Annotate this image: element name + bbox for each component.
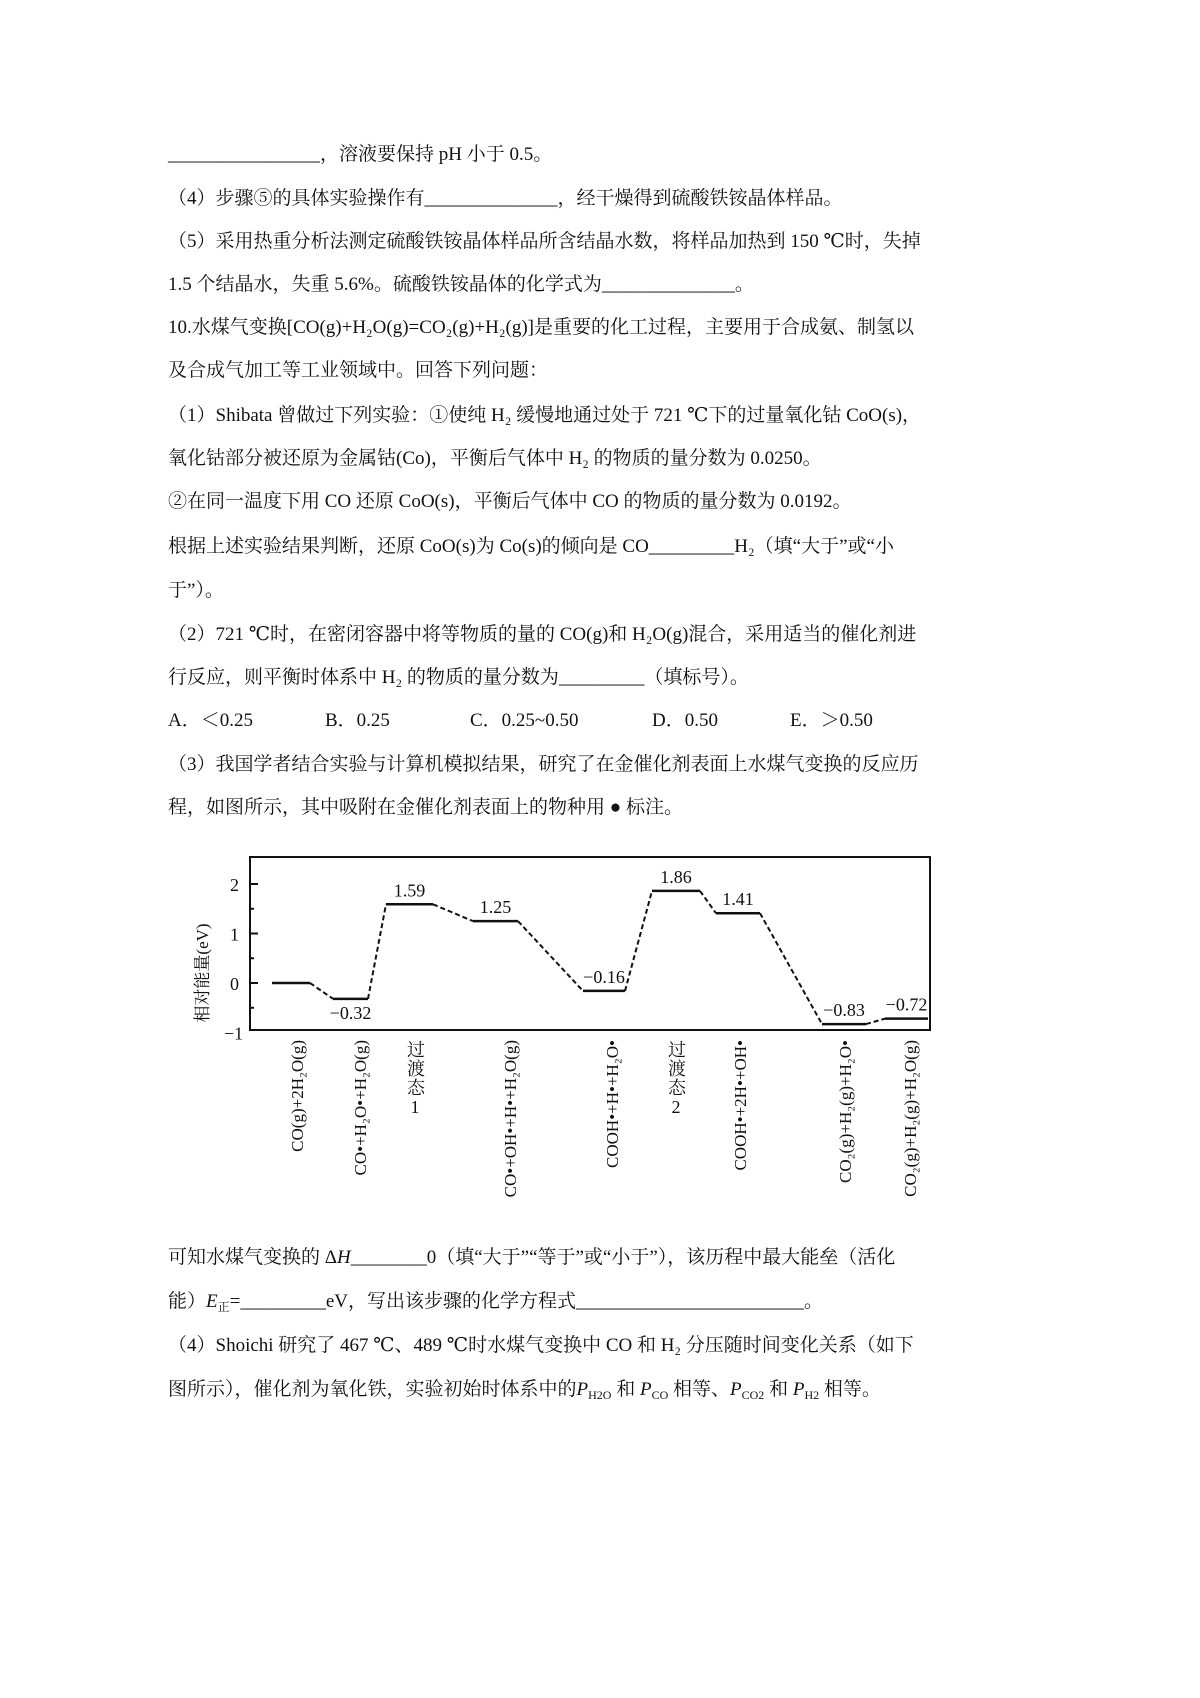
text-line: （3）我国学者结合实验与计算机模拟结果，研究了在金催化剂表面上水煤气变换的反应历 — [168, 754, 919, 775]
text-segment: CO — [651, 1388, 669, 1402]
option-a: A．＜0.25 — [168, 710, 253, 731]
text-line: 氧化钴部分被还原为金属钴(Co)，平衡后气体中 H₂ 的物质的量分数为 0.0250。 — [168, 448, 822, 469]
state-label: COOH•+2H•+OH• — [731, 1040, 750, 1171]
energy-profile-chart — [0, 840, 1200, 1230]
value-label: −0.72 — [885, 994, 928, 1015]
text-segment: =_________eV，写出该步骤的化学方程式________________________。 — [229, 1291, 824, 1312]
text-segment: 和 — [764, 1379, 793, 1400]
text-segment: P — [730, 1379, 742, 1400]
text-line: 1.5 个结晶水，失重 5.6%。硫酸铁铵晶体的化学式为______________。 — [168, 274, 754, 295]
text-segment: H — [336, 1247, 351, 1268]
text-line: 及合成气加工等工业领域中。回答下列问题： — [168, 360, 549, 381]
state-label-transition-2: 过渡态2 — [666, 1040, 686, 1118]
text-line — [168, 1378, 881, 1402]
text-segment: ________0（填“大于”“等于”或“小于”），该历程中最大能垒（活化 — [350, 1247, 896, 1268]
connector-line — [866, 1019, 885, 1024]
text-segment: 和 — [611, 1379, 640, 1400]
text-line — [168, 1246, 895, 1270]
state-label: CO•+H₂O•+H₂O(g) — [351, 1040, 370, 1176]
y-tick-label: 2 — [230, 875, 239, 895]
text-line: （2）721 ℃时，在密闭容器中将等物质的量的 CO(g)和 H₂O(g)混合，采用适当的催化剂进 — [168, 624, 917, 645]
text-segment: 相等。 — [819, 1379, 881, 1400]
connector-line — [760, 913, 822, 1024]
text-segment: 图所示），催化剂为氧化铁，实验初始时体系中的 — [168, 1379, 577, 1400]
text-line: （1）Shibata 曾做过下列实验：①使纯 H₂ 缓慢地通过处于 721 ℃下的过量氧化钴 CoO(s)， — [168, 405, 922, 426]
value-label: 1.25 — [479, 897, 512, 918]
connector-line — [518, 921, 583, 991]
y-tick-label: 0 — [230, 974, 239, 994]
option-d: D．0.50 — [652, 710, 718, 731]
text-line: 根据上述实验结果判断，还原 CoO(s)为 Co(s)的倾向是 CO_________H₂（填“大于”或“小 — [168, 536, 894, 557]
text-line: ②在同一温度下用 CO 还原 CoO(s)，平衡后气体中 CO 的物质的量分数为 0.0192。 — [168, 491, 852, 512]
state-label-transition-1: 过渡态1 — [405, 1040, 425, 1118]
text-segment: H2O — [588, 1388, 612, 1402]
value-label: 1.41 — [722, 889, 754, 910]
text-segment: CO2 — [741, 1388, 765, 1402]
text-segment: P — [576, 1379, 589, 1400]
text-line: ________________，溶液要保持 pH 小于 0.5。 — [168, 144, 553, 165]
connector-line — [433, 904, 473, 921]
state-label: COOH•+H•+H₂O• — [603, 1040, 622, 1168]
text-segment: P — [792, 1379, 805, 1400]
option-c: C．0.25~0.50 — [470, 710, 579, 731]
y-tick-label: −1 — [224, 1023, 244, 1044]
state-label: CO(g)+2H₂O(g) — [288, 1040, 307, 1152]
connector-line — [310, 983, 333, 999]
value-label: −0.83 — [823, 1000, 865, 1021]
value-label: 1.86 — [660, 866, 692, 887]
connector-line — [368, 904, 386, 999]
text-line: （4）Shoichi 研究了 467 ℃、489 ℃时水煤气变换中 CO 和 H₂ 分压随时间变化关系（如下 — [168, 1335, 914, 1356]
text-line — [168, 1290, 823, 1314]
question-10-stem: 10.水煤气变换[CO(g)+H₂O(g)=CO₂(g)+H₂(g)]是重要的化工过程，主要用于合成氨、制氢以 — [168, 317, 914, 338]
text-segment: 正 — [217, 1300, 230, 1314]
text-line: 于”）。 — [168, 580, 224, 601]
option-b: B．0.25 — [325, 710, 390, 731]
text-line: （4）步骤⑤的具体实验操作有______________，经干燥得到硫酸铁铵晶体样品。 — [168, 188, 843, 209]
text-line: 程，如图所示，其中吸附在金催化剂表面上的物种用 ● 标注。 — [168, 797, 683, 818]
state-label: CO•+OH•+H•+H₂O(g) — [501, 1040, 520, 1198]
state-label: CO₂(g)+H₂(g)+H₂O• — [836, 1040, 855, 1183]
text-segment: P — [639, 1379, 652, 1400]
text-segment: H2 — [804, 1388, 820, 1402]
text-segment: 能） — [168, 1291, 207, 1312]
option-e: E．＞0.50 — [790, 710, 873, 731]
text-segment: E — [206, 1291, 218, 1312]
text-segment: 相等、 — [668, 1379, 731, 1400]
value-label: −0.32 — [329, 1002, 372, 1023]
text-line: 行反应，则平衡时体系中 H₂ 的物质的量分数为_________（填标号）。 — [168, 667, 749, 688]
y-tick-label: 1 — [230, 924, 239, 945]
value-label: −0.16 — [583, 966, 625, 987]
y-axis-label: 相对能量(eV) — [193, 923, 212, 1023]
connector-line — [625, 891, 652, 991]
connector-line — [700, 891, 716, 913]
text-line: （5）采用热重分析法测定硫酸铁铵晶体样品所含结晶水数，将样品加热到 150 ℃时，失掉 — [168, 231, 921, 252]
text-segment: 可知水煤气变换的 Δ — [168, 1247, 337, 1268]
value-label: 1.59 — [393, 880, 426, 901]
state-label: CO₂(g)+H₂(g)+H₂O(g) — [901, 1040, 920, 1197]
